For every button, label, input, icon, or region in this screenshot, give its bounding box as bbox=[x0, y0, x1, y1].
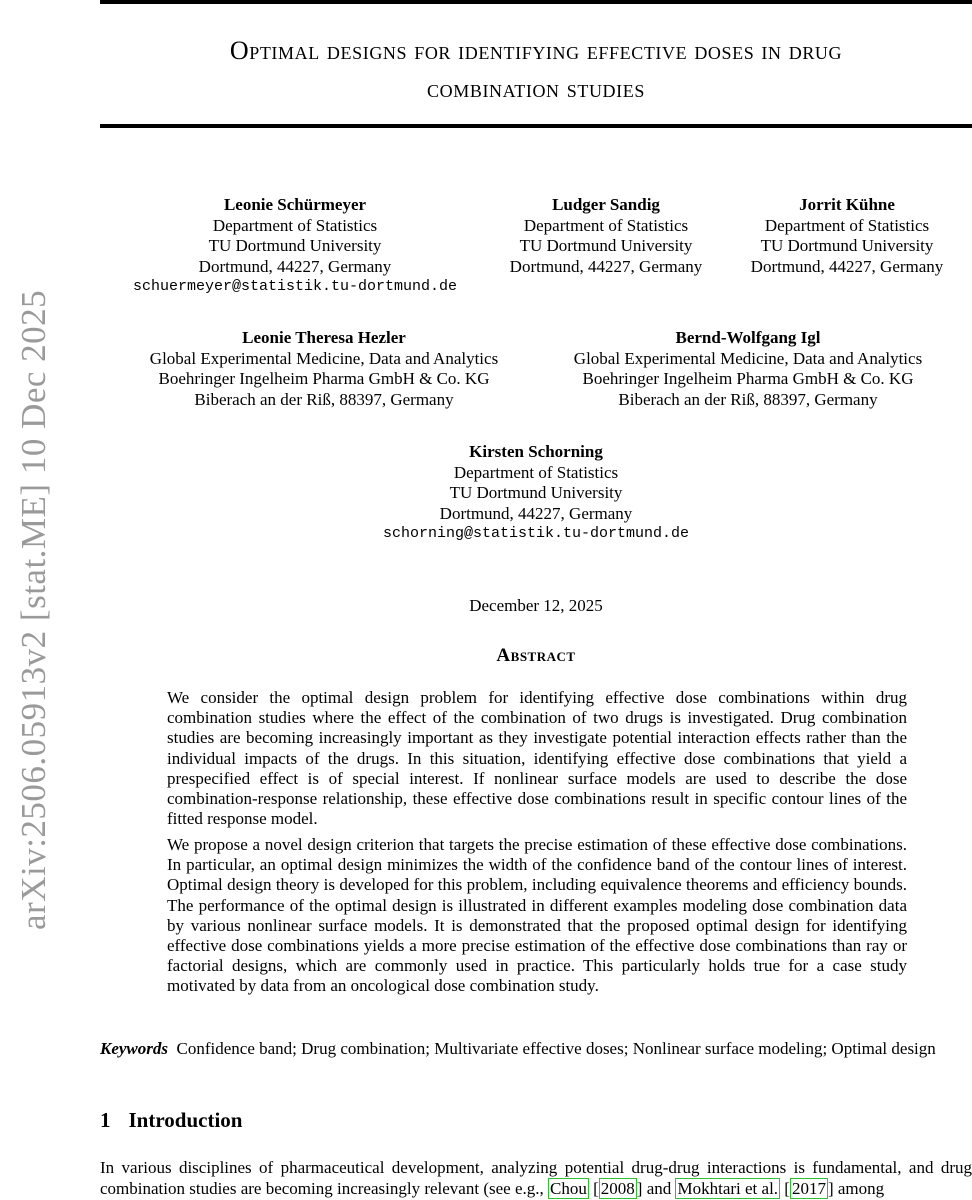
author-affiliation: TU Dortmund University bbox=[449, 483, 623, 502]
author-affiliation: TU Dortmund University bbox=[208, 236, 382, 255]
author-block bbox=[737, 195, 957, 277]
author-affiliation: Dortmund, 44227, Germany bbox=[198, 256, 392, 276]
author-affiliation: TU Dortmund University bbox=[519, 236, 693, 255]
title-rule-bottom bbox=[100, 124, 972, 128]
author-affiliation: Dortmund, 44227, Germany bbox=[750, 256, 944, 276]
abstract-text: We consider the optimal design problem for identifying effective dose combinations within drug combination studies where the effect of the combination of two drugs is investigated. Drug combination studies are becoming increasingly important as they investigate potential interaction effects rather than the individual impacts of the drugs. In this situation, identifying effective dose combinations that yield a prespecified effect is of special interest. If nonlinear surface models are used to describe the dose combination-response relationship, these effective dose combinations result in specific contour lines of the fitted response model. bbox=[167, 688, 907, 829]
author-affiliation: Global Experimental Medicine, Data and Analytics bbox=[573, 348, 923, 368]
author-affiliation: Biberach an der Riß, 88397, Germany bbox=[194, 389, 454, 409]
abstract-heading: Abstract bbox=[496, 645, 576, 666]
abstract-paragraph-2 bbox=[167, 835, 907, 997]
author-name: Bernd-Wolfgang Igl bbox=[675, 328, 821, 347]
author-affiliation: Global Experimental Medicine, Data and Analytics bbox=[149, 348, 499, 368]
paper-title bbox=[100, 32, 972, 108]
author-name: Jorrit Kühne bbox=[799, 195, 895, 214]
author-affiliation: Dortmund, 44227, Germany bbox=[509, 256, 703, 276]
author-block bbox=[548, 328, 948, 410]
author-affiliation: Boehringer Ingelheim Pharma GmbH & Co. KG bbox=[582, 369, 914, 388]
section-heading-introduction bbox=[100, 1108, 242, 1133]
author-affiliation: Department of Statistics bbox=[523, 215, 689, 235]
title-line-1: Optimal designs for identifying effective doses in drug bbox=[229, 36, 843, 65]
author-affiliation: Department of Statistics bbox=[212, 215, 378, 235]
citation-link[interactable]: 2008 bbox=[600, 1178, 635, 1198]
intro-text: In various disciplines of pharmaceutical development, analyzing potential drug-drug interactions is fundamental, and drug combination studies are becoming increasingly relevant (see e.g., bbox=[100, 1158, 972, 1198]
keywords-label: Keywords bbox=[100, 1039, 168, 1058]
section-number: 1 bbox=[100, 1108, 111, 1132]
author-block bbox=[336, 442, 736, 545]
author-name: Ludger Sandig bbox=[552, 195, 660, 214]
intro-paragraph: In various disciplines of pharmaceutical development, analyzing potential drug-drug interactions is fundamental, and drug combination studies are becoming increasingly relevant (see e.g., Chou [ 2008 ] and Mokhtari et al. [ 2017 ] among bbox=[100, 1158, 972, 1198]
keywords bbox=[100, 1039, 960, 1060]
author-affiliation: Department of Statistics bbox=[453, 462, 619, 482]
author-email[interactable]: schorning@statistik.tu-dortmund.de bbox=[382, 525, 690, 542]
author-affiliation: Biberach an der Riß, 88397, Germany bbox=[618, 389, 878, 409]
abstract-paragraph-1 bbox=[167, 688, 907, 829]
title-rule-top bbox=[100, 0, 972, 4]
section-title: Introduction bbox=[128, 1108, 243, 1132]
citation-link[interactable]: 2017 bbox=[791, 1178, 826, 1198]
author-name: Leonie Schürmeyer bbox=[223, 195, 367, 214]
author-block bbox=[496, 195, 716, 277]
author-affiliation: TU Dortmund University bbox=[760, 236, 934, 255]
abstract-text: We propose a novel design criterion that targets the precise estimation of these effective dose combinations. In particular, an optimal design minimizes the width of the confidence band of the contour lines of interest. Optimal design theory is developed for this problem, including equivalence theorems and efficiency bounds. The performance of the optimal design is illustrated in different examples modeling dose combination data by various nonlinear surface models. It is demonstrated that the proposed optimal design for identifying effective dose combinations yields a more precise estimation of the effective dose combinations than ray or factorial designs, which are commonly used in practice. This particularly holds true for a case study motivated by data from an oncological dose combination study. bbox=[167, 835, 907, 996]
citation-link[interactable]: Mokhtari et al. bbox=[677, 1178, 779, 1198]
author-affiliation: Dortmund, 44227, Germany bbox=[439, 503, 633, 523]
author-block bbox=[124, 328, 524, 410]
author-affiliation: Department of Statistics bbox=[764, 215, 930, 235]
paper-date: December 12, 2025 bbox=[469, 596, 603, 615]
arxiv-identifier: arXiv:2506.05913v2 [stat.ME] 10 Dec 2025 bbox=[14, 289, 53, 930]
intro-text: and bbox=[646, 1178, 672, 1198]
author-block bbox=[120, 195, 470, 298]
title-line-2: combination studies bbox=[427, 74, 645, 103]
author-name: Leonie Theresa Hezler bbox=[242, 328, 406, 347]
author-email[interactable]: schuermeyer@statistik.tu-dortmund.de bbox=[132, 278, 458, 295]
author-affiliation: Boehringer Ingelheim Pharma GmbH & Co. KG bbox=[158, 369, 490, 388]
keywords-text: Confidence band; Drug combination; Multivariate effective doses; Nonlinear surface modeling; Optimal design bbox=[176, 1039, 936, 1058]
citation-link[interactable]: Chou bbox=[550, 1178, 587, 1198]
intro-text: among bbox=[837, 1178, 885, 1198]
author-name: Kirsten Schorning bbox=[469, 442, 603, 461]
